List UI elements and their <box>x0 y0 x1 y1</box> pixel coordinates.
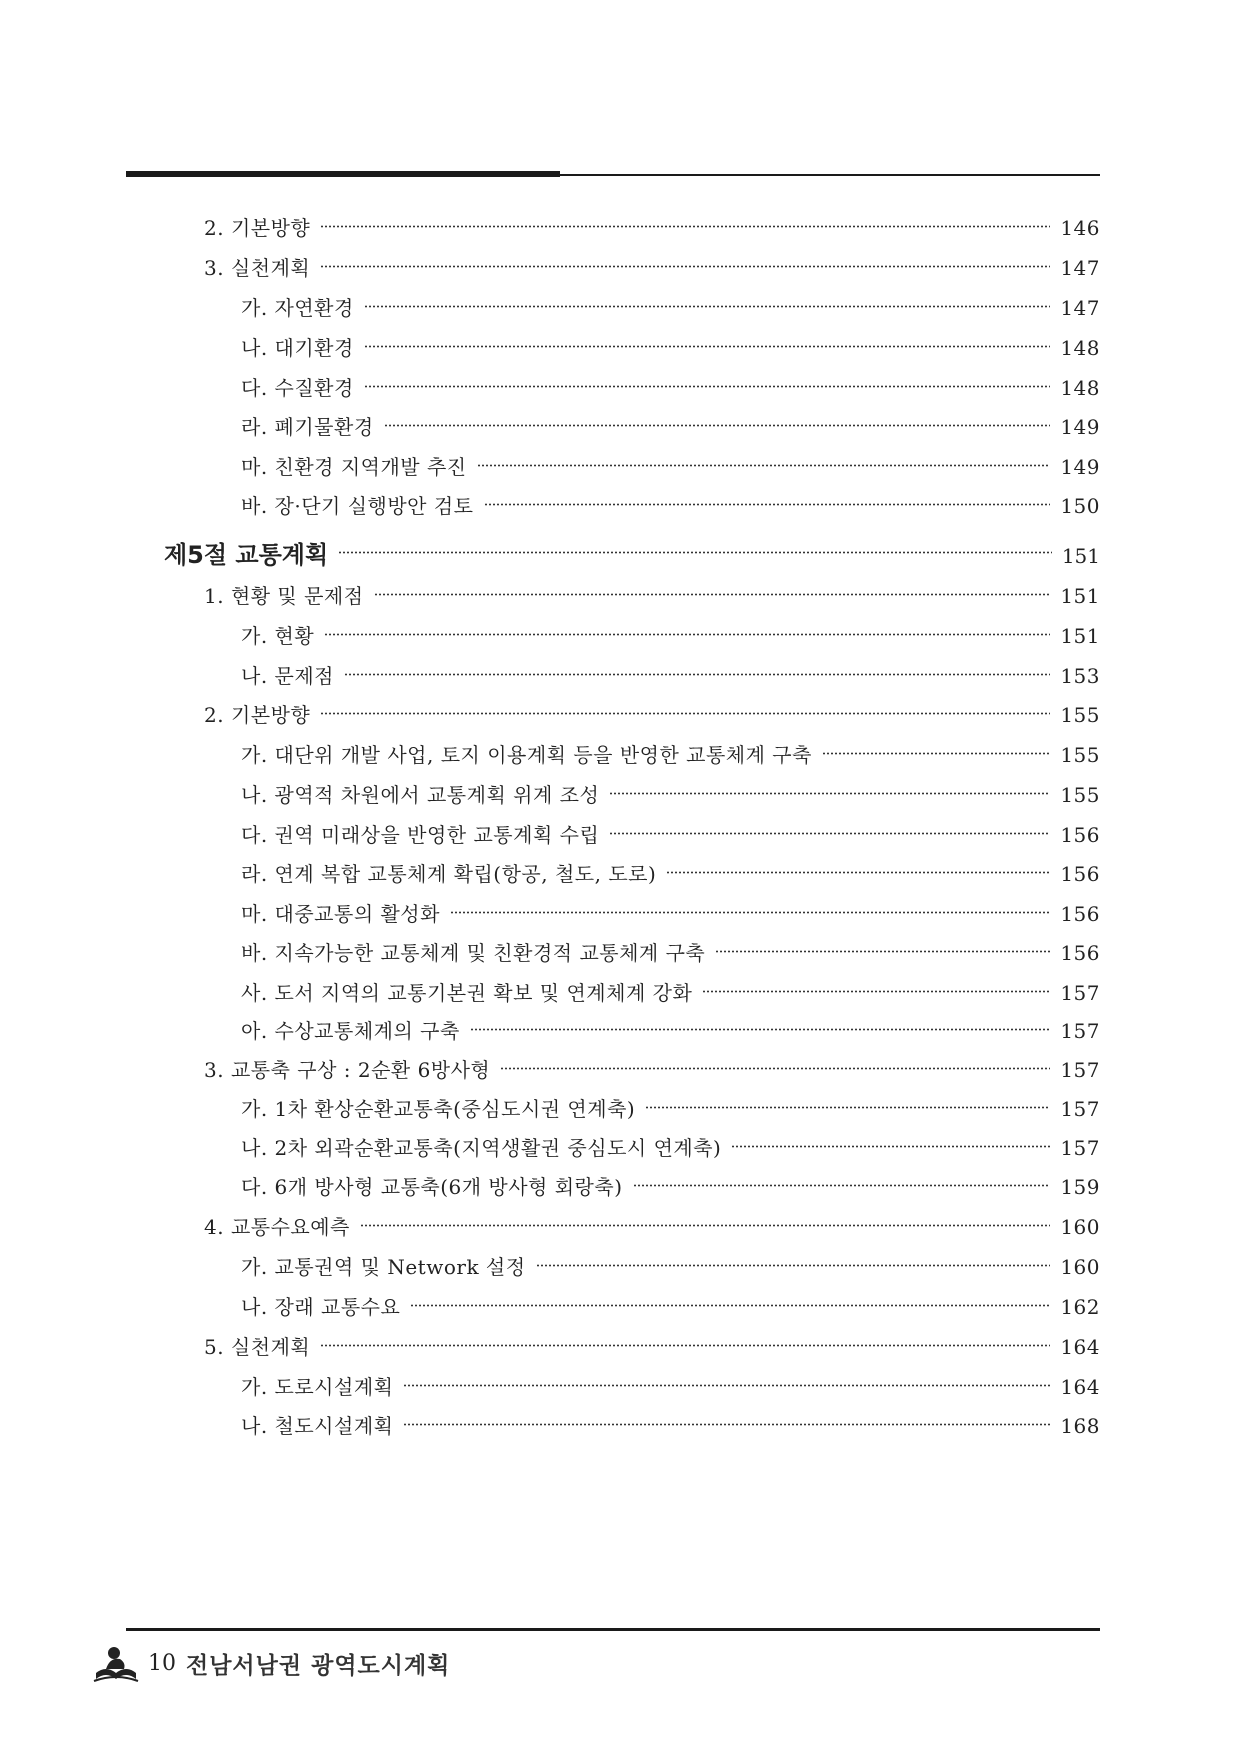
toc-entry-title: 4. 교통수요예측 <box>204 1215 350 1239</box>
dot-leader <box>364 345 1050 348</box>
dot-leader <box>609 792 1050 795</box>
toc-entry <box>241 858 1100 887</box>
toc-entry <box>204 580 1100 609</box>
toc-entry-title: 다. 수질환경 <box>241 376 354 400</box>
dot-leader <box>364 385 1050 388</box>
dot-leader <box>410 1304 1050 1307</box>
toc-entry <box>241 1015 1100 1044</box>
toc-page-number: 150 <box>1060 494 1100 518</box>
toc-entry <box>241 292 1100 321</box>
toc-entry <box>241 937 1100 966</box>
dot-leader <box>633 1184 1051 1187</box>
toc-page-number: 155 <box>1060 743 1100 767</box>
toc-entry <box>204 1331 1100 1360</box>
toc-page-number: 153 <box>1060 664 1100 688</box>
toc-entry <box>241 620 1100 649</box>
toc-entry <box>204 212 1100 241</box>
toc-page-number: 168 <box>1060 1414 1100 1438</box>
toc-entry <box>241 451 1100 480</box>
page-footer <box>92 1643 450 1683</box>
toc-entry <box>241 898 1100 927</box>
toc-entry-title: 나. 철도시설계획 <box>241 1414 394 1438</box>
footer-rule <box>126 1628 1100 1631</box>
dot-leader <box>338 551 1052 554</box>
toc-page-number: 160 <box>1060 1255 1100 1279</box>
toc-page-number: 157 <box>1060 1019 1100 1043</box>
dot-leader <box>666 871 1050 874</box>
toc-page-number: 164 <box>1060 1335 1100 1359</box>
toc-page-number: 156 <box>1060 902 1100 926</box>
toc-page-number: 151 <box>1060 624 1100 648</box>
toc-entry <box>241 372 1100 401</box>
toc-entry <box>241 819 1100 848</box>
dot-leader <box>360 1224 1050 1227</box>
header-rule-thick <box>126 171 560 177</box>
dot-leader <box>645 1106 1050 1109</box>
dot-leader <box>822 752 1050 755</box>
toc-entry-title: 가. 1차 환상순환교통축(중심도시권 연계축) <box>241 1097 636 1121</box>
dot-leader <box>715 950 1050 953</box>
dot-leader <box>364 305 1050 308</box>
toc-page-number: 156 <box>1060 941 1100 965</box>
toc-entry-title: 5. 실천계획 <box>204 1335 311 1359</box>
toc-entry <box>241 660 1100 689</box>
toc-entry <box>204 699 1100 728</box>
toc-entry <box>241 779 1100 808</box>
toc-entry-title: 사. 도서 지역의 교통기본권 확보 및 연계체계 강화 <box>241 981 693 1005</box>
dot-leader <box>344 673 1050 676</box>
toc-page-number: 155 <box>1060 703 1100 727</box>
toc-entry-title: 바. 지속가능한 교통체계 및 친환경적 교통체계 구축 <box>241 941 706 965</box>
toc-page-number: 156 <box>1060 862 1100 886</box>
toc-entry-title: 2. 기본방향 <box>204 216 311 240</box>
toc-page-number: 147 <box>1060 256 1100 280</box>
toc-page-number: 149 <box>1060 415 1100 439</box>
dot-leader <box>324 633 1050 636</box>
toc-entry-title: 다. 6개 방사형 교통축(6개 방사형 회랑축) <box>241 1175 623 1199</box>
dot-leader <box>374 593 1051 596</box>
toc-page-number: 155 <box>1060 783 1100 807</box>
toc-page-number: 157 <box>1060 1097 1100 1121</box>
toc-entry <box>241 1291 1100 1320</box>
dot-leader <box>450 911 1050 914</box>
toc-page-number: 148 <box>1060 336 1100 360</box>
toc-page-number: 151 <box>1061 544 1100 568</box>
toc-entry-title: 나. 2차 외곽순환교통축(지역생활권 중심도시 연계축) <box>241 1136 722 1160</box>
toc-entry-title: 2. 기본방향 <box>204 703 311 727</box>
toc-entry-title: 가. 도로시설계획 <box>241 1375 394 1399</box>
toc-entry <box>241 977 1100 1006</box>
toc-page-number: 147 <box>1060 296 1100 320</box>
toc-entry-title: 마. 대중교통의 활성화 <box>241 902 440 926</box>
toc-entry-title: 나. 대기환경 <box>241 336 354 360</box>
toc-entry <box>241 332 1100 361</box>
toc-entry <box>204 252 1100 281</box>
toc-page-number: 146 <box>1060 216 1100 240</box>
toc-entry-title: 라. 폐기물환경 <box>241 415 374 439</box>
toc-entry-title: 제5절 교통계획 <box>164 541 329 569</box>
toc-page-number: 159 <box>1060 1175 1100 1199</box>
dot-leader <box>609 832 1050 835</box>
toc-entry <box>204 1054 1100 1083</box>
dot-leader <box>484 503 1051 506</box>
toc-entry-title: 나. 문제점 <box>241 664 334 688</box>
toc-entry-title: 3. 교통축 구상 : 2순환 6방사형 <box>204 1058 491 1082</box>
toc-page-number: 148 <box>1060 376 1100 400</box>
dot-leader <box>500 1067 1050 1070</box>
toc-section-heading <box>164 535 1100 570</box>
toc-entry-title: 1. 현황 및 문제점 <box>204 584 364 608</box>
toc-entry <box>241 490 1100 519</box>
toc-entry-title: 아. 수상교통체계의 구축 <box>241 1019 460 1043</box>
toc-entry <box>241 1132 1100 1161</box>
toc-entry <box>241 1371 1100 1400</box>
toc-entry-title: 3. 실천계획 <box>204 256 311 280</box>
dot-leader <box>536 1264 1051 1267</box>
toc-entry-title: 나. 장래 교통수요 <box>241 1295 401 1319</box>
toc-page-number: 157 <box>1060 1058 1100 1082</box>
toc-entry <box>241 1251 1100 1280</box>
page-number: 10 <box>148 1650 176 1676</box>
toc-entry <box>241 739 1100 768</box>
toc-page-number: 149 <box>1060 455 1100 479</box>
dot-leader <box>403 1423 1050 1426</box>
dot-leader <box>320 712 1050 715</box>
dot-leader <box>320 1344 1050 1347</box>
dot-leader <box>403 1384 1050 1387</box>
book-logo-icon <box>92 1643 140 1683</box>
toc-entry-title: 가. 대단위 개발 사업, 토지 이용계획 등을 반영한 교통체계 구축 <box>241 743 812 767</box>
dot-leader <box>702 990 1050 993</box>
toc-page-number: 157 <box>1060 1136 1100 1160</box>
dot-leader <box>320 265 1050 268</box>
dot-leader <box>320 225 1050 228</box>
toc-page-number: 151 <box>1060 584 1100 608</box>
toc-entry <box>241 1171 1100 1200</box>
toc-entry <box>241 411 1100 440</box>
toc-entry-title: 가. 자연환경 <box>241 296 354 320</box>
toc-entry-title: 가. 교통권역 및 Network 설정 <box>241 1255 526 1279</box>
toc-entry-title: 라. 연계 복합 교통체계 확립(항공, 철도, 도로) <box>241 862 657 886</box>
toc-entry-title: 나. 광역적 차원에서 교통계획 위계 조성 <box>241 783 600 807</box>
toc-page-number: 156 <box>1060 823 1100 847</box>
toc-entry <box>241 1093 1100 1122</box>
toc-page-number: 160 <box>1060 1215 1100 1239</box>
dot-leader <box>477 464 1051 467</box>
toc-entry <box>241 1410 1100 1439</box>
dot-leader <box>470 1028 1051 1031</box>
toc-entry-title: 마. 친환경 지역개발 추진 <box>241 455 467 479</box>
toc-page-number: 157 <box>1060 981 1100 1005</box>
toc-entry-title: 가. 현황 <box>241 624 315 648</box>
dot-leader <box>384 424 1051 427</box>
dot-leader <box>731 1145 1050 1148</box>
toc-page-number: 164 <box>1060 1375 1100 1399</box>
book-title: 전남서남권 광역도시계획 <box>186 1652 451 1679</box>
toc-entry-title: 바. 장·단기 실행방안 검토 <box>241 494 474 518</box>
toc-entry-title: 다. 권역 미래상을 반영한 교통계획 수립 <box>241 823 600 847</box>
toc-entry <box>204 1211 1100 1240</box>
toc-page-number: 162 <box>1060 1295 1100 1319</box>
